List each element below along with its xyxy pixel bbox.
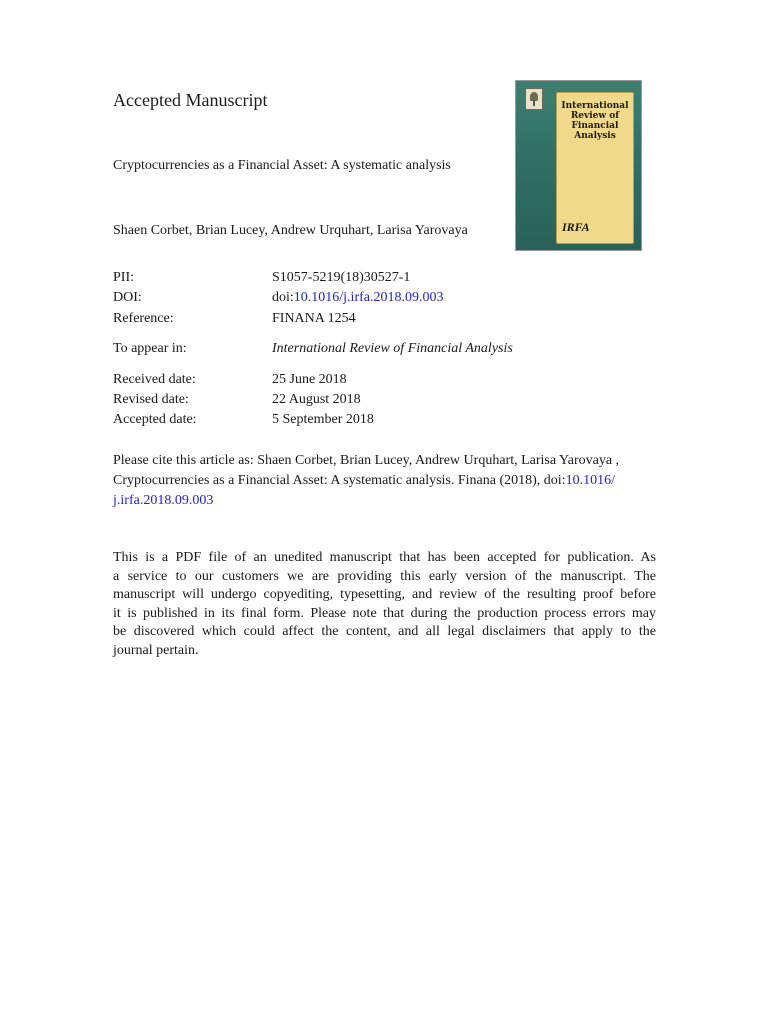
disclaimer-line: it is published in its final form. Please note that during the production process errors may bbox=[113, 605, 656, 621]
revised-date-value: 22 August 2018 bbox=[272, 392, 361, 407]
cover-journal-title: International Review of Financial Analysis bbox=[561, 101, 629, 141]
reference-label: Reference: bbox=[113, 311, 174, 326]
doi-prefix: doi: bbox=[272, 290, 294, 305]
to-appear-in-label: To appear in: bbox=[113, 341, 187, 356]
doi-label: DOI: bbox=[113, 290, 142, 305]
revised-date-label: Revised date: bbox=[113, 392, 189, 407]
citation-line bbox=[113, 491, 658, 511]
doi-link[interactable]: 10.1016/j.irfa.2018.09.003 bbox=[293, 290, 444, 305]
doi-value bbox=[272, 290, 444, 306]
cover-journal-abbreviation: IRFA bbox=[562, 220, 590, 234]
disclaimer-line: This is a PDF file of an unedited manuscript that has been accepted for publication. As bbox=[113, 550, 656, 565]
reference-value: FINANA 1254 bbox=[272, 311, 356, 326]
article-title: Cryptocurrencies as a Financial Asset: A systematic analysis bbox=[113, 158, 451, 173]
citation-doi-link-continued[interactable]: j.irfa.2018.09.003 bbox=[113, 493, 214, 508]
accepted-date-label: Accepted date: bbox=[113, 412, 197, 427]
citation-doi-link[interactable]: 10.1016/ bbox=[565, 473, 615, 488]
citation-line: Please cite this article as: Shaen Corbet, Brian Lucey, Andrew Urquhart, Larisa Yarovaya , bbox=[113, 453, 620, 468]
citation-text: Cryptocurrencies as a Financial Asset: A systematic analysis. Finana (2018), doi: bbox=[113, 473, 566, 488]
page-heading: Accepted Manuscript bbox=[113, 90, 268, 110]
disclaimer-line: a service to our customers we are providing this early version of the manuscript. The bbox=[113, 568, 656, 584]
disclaimer-line: journal pertain. bbox=[113, 642, 199, 658]
disclaimer-line: be discovered which could affect the content, and all legal disclaimers that apply to the bbox=[113, 624, 656, 639]
cover-title-panel bbox=[556, 92, 634, 244]
disclaimer-line: manuscript will undergo copyediting, typesetting, and review of the resulting proof before bbox=[113, 587, 656, 602]
disclaimer-paragraph bbox=[113, 549, 656, 660]
received-date-label: Received date: bbox=[113, 372, 196, 387]
received-date-value: 25 June 2018 bbox=[272, 372, 347, 387]
to-appear-in-value: International Review of Financial Analysis bbox=[272, 341, 513, 356]
accepted-date-value: 5 September 2018 bbox=[272, 412, 374, 427]
publisher-logo-icon bbox=[525, 88, 543, 110]
citation-block bbox=[113, 451, 658, 511]
pii-value: S1057-5219(18)30527-1 bbox=[272, 270, 411, 285]
pii-label: PII: bbox=[113, 270, 134, 285]
citation-line bbox=[113, 471, 658, 491]
author-list: Shaen Corbet, Brian Lucey, Andrew Urquhart, Larisa Yarovaya bbox=[113, 223, 468, 238]
journal-cover-image bbox=[515, 80, 642, 251]
